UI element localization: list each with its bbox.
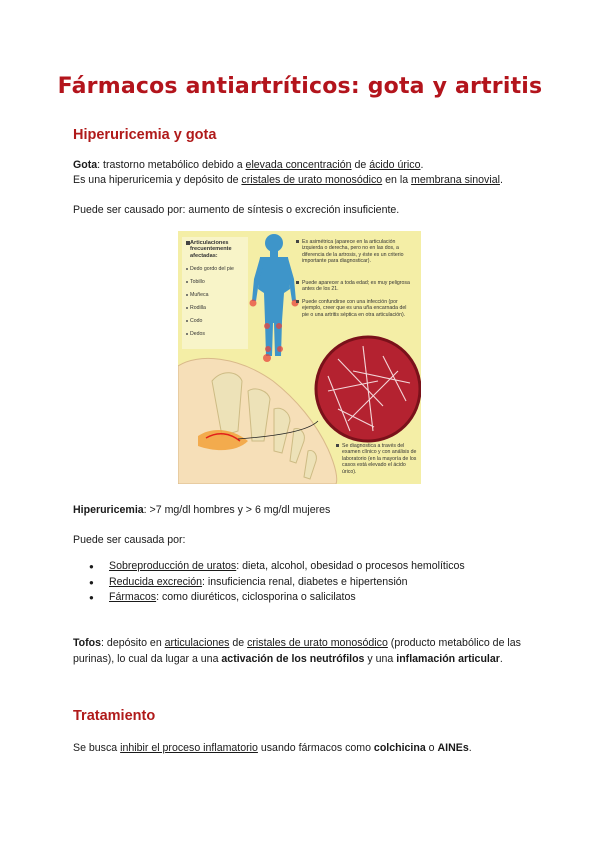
text: usando fármacos como [257,742,374,754]
text: . [499,653,503,665]
text: . [420,159,424,171]
bold-term: AINEs [437,742,469,754]
text: y una [364,653,397,665]
gota-term: Gota [73,159,98,171]
text: de [229,637,248,649]
list-item [73,575,465,591]
text: : >7 mg/dl hombres y > 6 mg/dl mujeres [143,504,331,516]
text: en la [382,174,412,186]
text: : dieta, alcohol, obesidad o procesos hemolíticos [236,560,465,572]
note-age: Puede aparecer a toda edad; es muy peligrosa antes de los 21. [302,280,410,293]
hiperuricemia-term: Hiperuricemia [73,504,144,516]
causes-list [73,559,465,606]
text: . [499,174,503,186]
human-body-icon [252,234,296,356]
joint-label: Dedos [190,331,205,337]
underlined-term: Fármacos [109,591,157,603]
underlined-term: Reducida excreción [109,575,203,588]
text: (producto metabólico de las purinas), lo cual da lugar a una [73,637,521,665]
underlined-term: Sobreproducción de uratos [109,560,237,572]
tofos-term: Tofos [73,637,102,649]
joints-box-title: Articulaciones frecuentemente afectadas: [190,240,232,259]
note-confusion: Puede confundirse con una infección (por ejemplo, creer que es una uña encarnada del pie o una artritis séptica en otra articulación). [302,299,407,318]
causes-intro: Puede ser causada por: [73,534,186,546]
underlined-term: cristales de urato monosódico [241,174,383,186]
bold-term: colchicina [373,742,426,754]
text: Es una hiperuricemia y depósito de [73,174,242,186]
note-asymmetric: Es asimétrica (aparece en la articulación izquierda o derecha, pero no en las dos, a diferencia de la artrosis, y éste es un criterio importante para diagnosticar). [302,239,404,265]
text: . [468,742,472,754]
note-diagnosis: Se diagnostica a través del examen clínico y con análisis de laboratorio (en la mayoría de los casos está elevado el ácido úrico). [342,443,417,475]
underlined-term: inhibir el proceso inflamatorio [120,742,258,754]
text: : como diuréticos, ciclosporina o salicilatos [156,591,356,603]
joint-label: Rodilla [190,305,206,311]
bold-term: activación de los neutrófilos [221,653,365,665]
treatment-paragraph [73,741,533,756]
text: de [351,159,370,171]
causes-paragraph: Puede ser causado por: aumento de síntesis o excreción insuficiente. [73,204,400,216]
joint-label: Muñeca [190,292,209,298]
text: o [425,742,438,754]
page-title: Fármacos antiartríticos: gota y artritis [57,74,543,99]
bold-term: inflamación articular [396,653,500,665]
underlined-term: cristales de urato monosódico [247,637,388,649]
list-item [73,559,465,575]
gota-definition [73,158,533,188]
text: Se busca [73,742,121,754]
joint-label: Codo [190,318,203,324]
joint-label: Dedo gordo del pie [190,266,234,272]
section-heading-tratamiento: Tratamiento [73,708,156,724]
underlined-term: elevada concentración [245,159,352,171]
section-heading-hiperuricemia: Hiperuricemia y gota [73,127,217,143]
underlined-term: membrana sinovial [411,174,500,186]
text: : trastorno metabólico debido a [97,159,246,171]
text: : depósito en [101,637,165,649]
text: : insuficiencia renal, diabetes e hipertensión [202,575,408,588]
joint-label: Tobillo [190,279,205,285]
tofos-paragraph [73,635,533,667]
hiperuricemia-definition [73,503,533,518]
underlined-term: ácido úrico [369,159,421,171]
underlined-term: articulaciones [164,637,230,649]
list-item [73,590,465,606]
gout-infographic [178,231,421,484]
